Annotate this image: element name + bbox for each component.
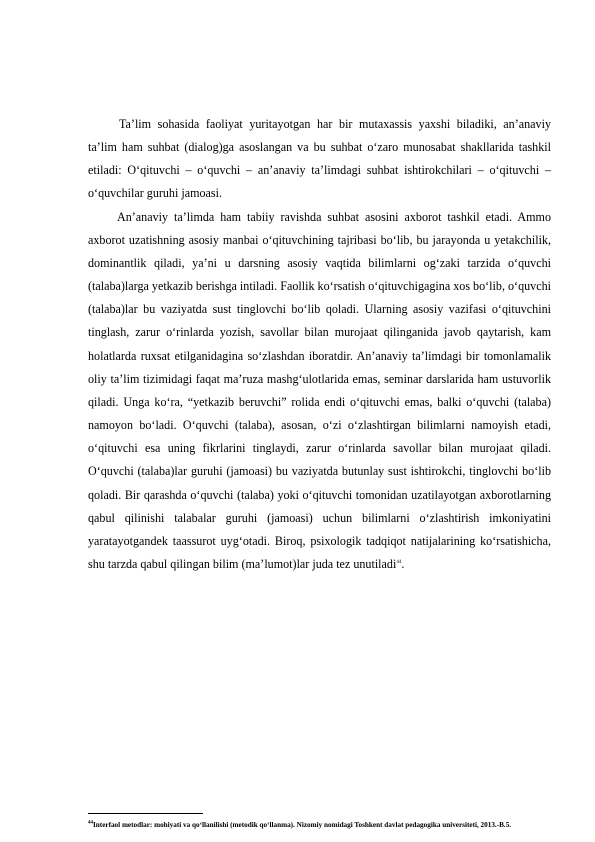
body-text <box>88 113 551 576</box>
paragraph-2 <box>88 206 551 577</box>
paragraph-1 <box>88 113 551 206</box>
footnote-divider <box>88 813 203 814</box>
footnote <box>88 820 551 831</box>
footnote-text: Interfaol metodlar: mohiyati va qo‘llanilishi (metodik qo‘llanma). Nizomiy nomidagi Toshkent davlat pedagogika universiteti, 2013.-B.5. <box>93 821 512 829</box>
paragraph-2-text: An’anaviy ta’limda ham tabiiy ravishda suhbat asosini axborot tashkil etadi. Ammo axborot uzatishning asosiy manbai o‘qituvchining tajribasi bo‘lib, bu jarayonda u yetakchilik, dominantlik qiladi, ya’ni u darsning asosiy vaqtida bilimlarni og‘zaki tarzida o‘quvchi (talaba)larga yetkazib berishga intiladi. Faollik ko‘rsatish o‘qituvchigagina xos bo‘lib, o‘quvchi (talaba)lar bu vaziyatda sust tinglovchi bo‘lib qoladi. Ularning asosiy vazifasi o‘qituvchini tinglash, zarur o‘rinlarda yozish, savollar bilan murojaat qilinganida javob qaytarish, kam holatlarda ruxsat etilganidagina so‘zlashdan iboratdir. An’anaviy ta’limdagi bir tomonlamalik oliy ta’lim tizimidagi faqat ma’ruza mashg‘ulotlarida emas, seminar darslarida ham ustuvorlik qiladi. Unga ko‘ra, “yetkazib beruvchi” rolida endi o‘qituvchi emas, balki o‘quvchi (talaba) namoyon bo‘ladi. O‘quvchi (talaba), asosan, o‘zi o‘zlashtirgan bilimlarni namoyish etadi, o‘qituvchi esa uning fikrlarini tinglaydi, zarur o‘rinlarda savollar bilan murojaat qiladi. O‘quvchi (talaba)lar guruhi (jamoasi) bu vaziyatda butunlay sust ishtirokchi, tinglovchi bo‘lib qoladi. Bir qarashda o‘quvchi (talaba) yoki o‘qituvchi tomonidan uzatilayotgan axborotlarning qabul qilinishi talabalar guruhi (jamoasi) uchun bilimlarni o‘zlashtirish imkoniyatini yaratayotgandek taassurot uyg‘otadi. Biroq, psixologik tadqiqot natijalarining ko‘rsatishicha, shu tarzda qabul qilingan bilim (ma’lumot)lar juda tez unutiladi <box>88 209 551 571</box>
footnote-reference[interactable]: 44 <box>396 559 402 565</box>
paragraph-1-text: Ta’lim sohasida faoliyat yuritayotgan har bir mutaxassis yaxshi biladiki, an’anaviy ta’lim ham suhbat (dialog)ga asoslangan va bu suhbat o‘zaro munosabat shakllarida tashkil etiladi: O‘qituvchi – o‘quvchi – an’anaviy ta’limdagi suhbat ishtirokchilari – o‘qituvchi – o‘quvchilar guruhi jamoasi. <box>88 117 551 201</box>
paragraph-2-end: . <box>401 556 405 571</box>
footnote-number: 44 <box>88 820 93 826</box>
